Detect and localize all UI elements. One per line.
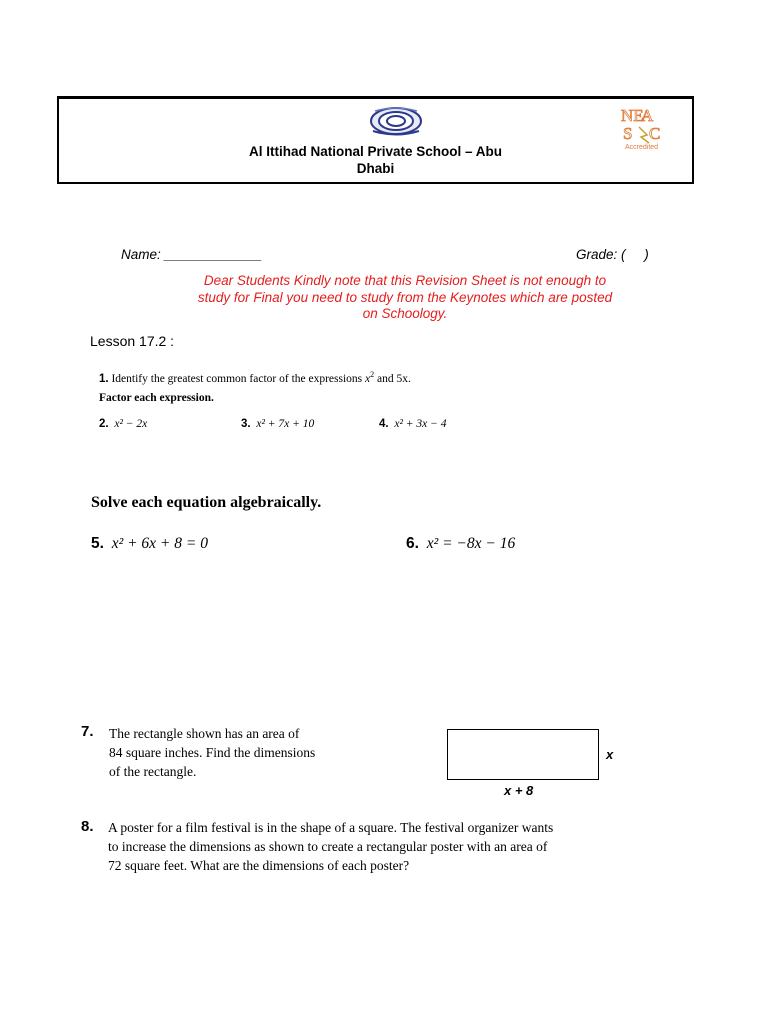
school-header (57, 96, 694, 184)
question-5: 5. x² + 6x + 8 = 0 (91, 535, 208, 552)
svg-text:S: S (623, 124, 633, 143)
question-4: 4. x² + 3x − 4 (379, 418, 447, 430)
question-8-number: 8. (81, 818, 94, 835)
question-2: 2. x² − 2x (99, 418, 148, 430)
svg-text:C: C (649, 124, 661, 143)
accreditation-label: Accredited (625, 144, 659, 151)
question-7-text: The rectangle shown has an area of 84 square inches. Find the dimensions of the rectangle. (109, 726, 316, 779)
rectangle-bottom-label: x + 8 (504, 783, 534, 798)
rectangle-side-label: x (606, 747, 614, 762)
svg-text:A: A (641, 106, 654, 125)
question-6: 6. x² = −8x − 16 (406, 535, 516, 552)
lesson-title: Lesson 17.2 : (90, 333, 175, 349)
school-name: Al Ittihad National Private School – Abu Dhabi (248, 144, 503, 176)
solve-heading: Solve each equation algebraically. (91, 494, 322, 511)
svg-text:NE: NE (621, 106, 644, 125)
school-emblem-icon (369, 105, 423, 137)
name-field-label: Name: _____________ (121, 247, 263, 262)
question-8-text: A poster for a film festival is in the shape of a square. The festival organizer wants to increase the dimensions as shown to create a rectangular poster with an area of 72 square feet. What are the dimensions of each poster? (108, 820, 554, 873)
factor-heading: Factor each expression. (99, 392, 214, 404)
question-1: 1. Identify the greatest common factor of the expressions $x^2$ and 5x. (99, 370, 411, 385)
question-3: 3. x² + 7x + 10 (241, 418, 315, 430)
revision-notice: Dear Students Kindly note that this Revision Sheet is not enough to study for Final you need to study from the Keynotes which are posted on Schoology. (197, 273, 613, 321)
question-7-number: 7. (81, 723, 94, 740)
grade-field-label: Grade: ( ) (576, 247, 649, 262)
rectangle-diagram (447, 729, 599, 780)
